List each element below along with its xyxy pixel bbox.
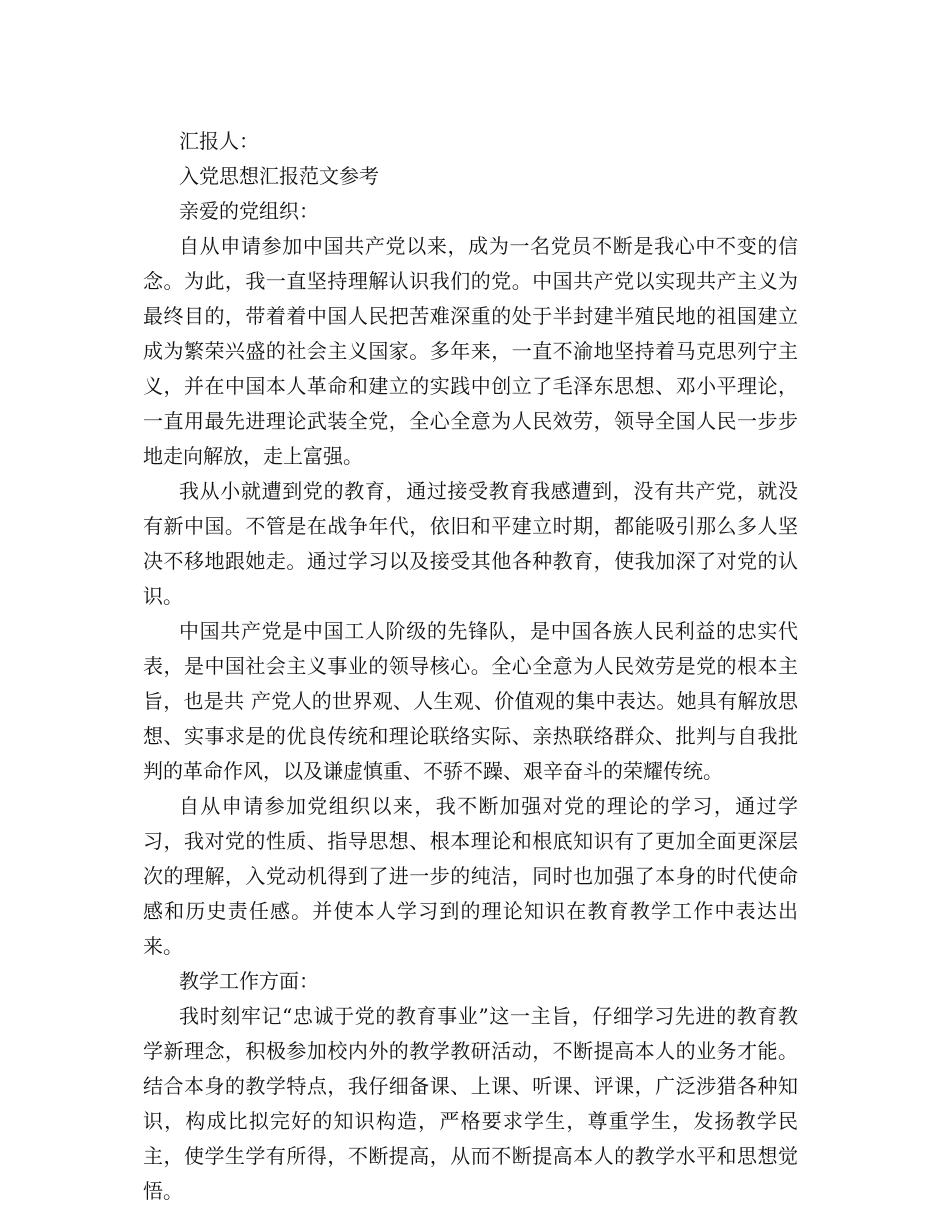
- paragraph: 中国共产党是中国工人阶级的先锋队，是中国各族人民利益的忠实代表，是中国社会主义事业的领导核心。全心全意为人民效劳是党的根本主旨，也是共 产党人的世界观、人生观、价值观的集中表达。她具有解放思想、实事求是的优良传统和理论联络实际、亲热联络群众、批判与自我批判的革命作风，以及谦虚慎重、不骄不躁、艰辛奋斗的荣耀传统。: [143, 619, 798, 783]
- section-heading: 教学工作方面：: [179, 969, 319, 993]
- reporter-label: 汇报人：: [179, 129, 259, 153]
- paragraph: 自从申请参加中国共产党以来，成为一名党员不断是我心中不变的信念。为此，我一直坚持理解认识我们的党。中国共产党以实现共产主义为最终目的，带着着中国人民把苦难深重的处于半封建半殖民地的祖国建立成为繁荣兴盛的社会主义国家。多年来，一直不渝地坚持着马克思列宁主义，并在中国本人革命和建立的实践中创立了毛泽东思想、邓小平理论，一直用最先进理论武装全党，全心全意为人民效劳，领导全国人民一步步地走向解放，走上富强。: [143, 234, 798, 468]
- paragraph: 自从申请参加党组织以来，我不断加强对党的理论的学习，通过学习，我对党的性质、指导思想、根本理论和根底知识有了更加全面更深层次的理解，入党动机得到了进一步的纯洁，同时也加强了本身的时代使命感和历史责任感。并使本人学习到的理论知识在教育教学工作中表达出来。: [143, 794, 798, 958]
- paragraph: 我从小就遭到党的教育，通过接受教育我感遭到，没有共产党，就没有新中国。不管是在战争年代，依旧和平建立时期，都能吸引那么多人坚决不移地跟她走。通过学习以及接受其他各种教育，使我加深了对党的认识。: [143, 479, 798, 608]
- document-body: [143, 124, 798, 1209]
- section-paragraph: 我时刻牢记“忠诚于党的教育事业”这一主旨，仔细学习先进的教育教学新理念，积极参加校内外的教学教研活动，不断提高本人的业务才能。结合本身的教学特点，我仔细备课、上课、听课、评课，广泛涉猎各种知识，构成比拟完好的知识构造，严格要求学生，尊重学生，发扬教学民主，使学生学有所得，不断提高，从而不断提高本人的教学水平和思想觉悟。: [143, 1004, 798, 1203]
- document-title: 入党思想汇报范文参考: [179, 164, 379, 188]
- salutation: 亲爱的党组织：: [179, 199, 319, 223]
